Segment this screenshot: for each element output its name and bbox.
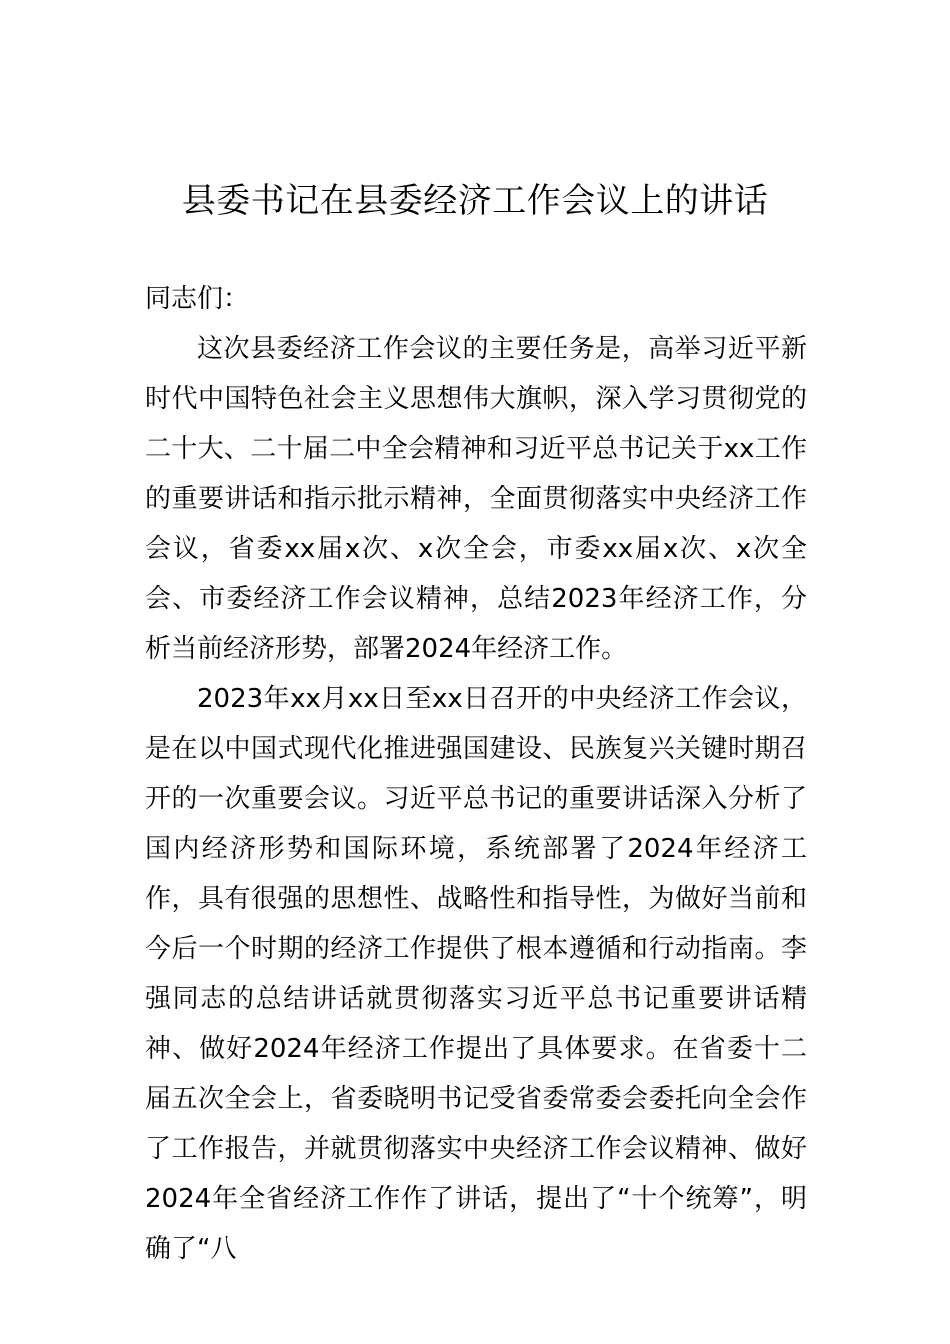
document-title: 县委书记在县委经济工作会议上的讲话 bbox=[181, 181, 769, 221]
paragraph-1: 这次县委经济工作会议的主要任务是，高举习近平新时代中国特色社会主义思想伟大旗帜，深入学习贯彻党的二十大、二十届二中全会精神和习近平总书记关于xx工作的重要讲话和指示批示精神，全面贯彻落实中央经济工作会议，省委xx届x次、x次全会，市委xx届x次、x次全会、市委经济工作会议精神，总结2023年经济工作，分析当前经济形势，部署2024年经济工作。 bbox=[145, 334, 807, 664]
paragraph-2: 2023年xx月xx日至xx日召开的中央经济工作会议，是在以中国式现代化推进强国建设、民族复兴关键时期召开的一次重要会议。习近平总书记的重要讲话深入分析了国内经济形势和国际环境，系统部署了2024年经济工作，具有很强的思想性、战略性和指导性，为做好当前和今后一个时期的经济工作提供了根本遵循和行动指南。李强同志的总结讲话就贯彻落实习近平总书记重要讲话精神、做好2024年经济工作提出了具体要求。在省委十二届五次全会上，省委晓明书记受省委常委会委托向全会作了工作报告，并就贯彻落实中央经济工作会议精神、做好2024年全省经济工作作了讲话，提出了“十个统筹”，明确了“八 bbox=[145, 684, 807, 1264]
document-body bbox=[145, 274, 807, 1274]
salutation: 同志们： bbox=[145, 284, 250, 314]
